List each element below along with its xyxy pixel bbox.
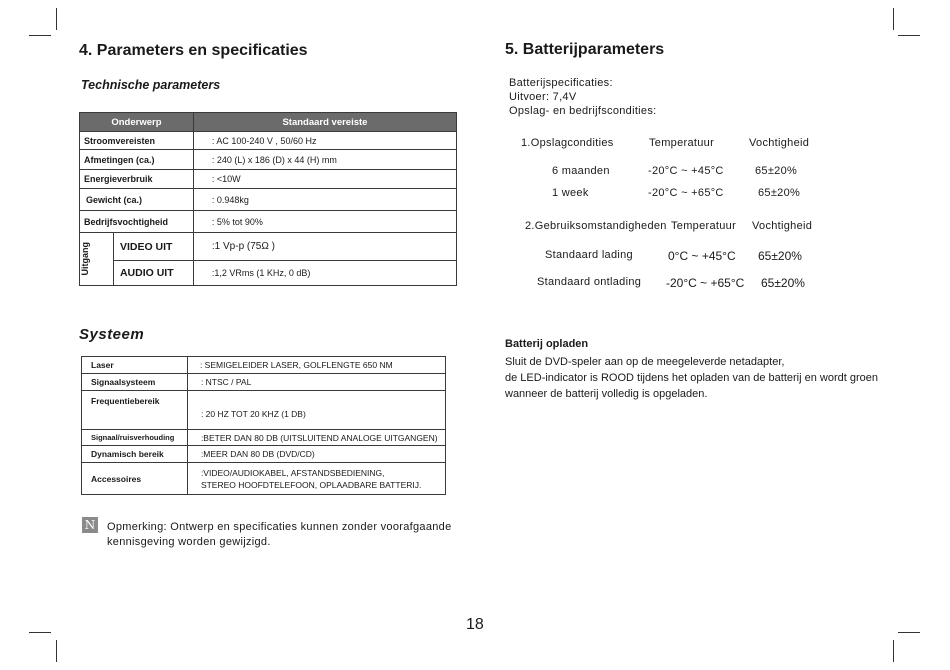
row-label: Afmetingen (ca.): [80, 150, 194, 170]
storage-row-temp: -20°C ~ +65°C: [648, 187, 724, 199]
row-label: Laser: [82, 357, 188, 374]
storage-temp-header: Temperatuur: [649, 137, 715, 149]
usage-row-label: Standaard lading: [545, 249, 633, 261]
crop-mark: [898, 35, 920, 36]
note-icon: N: [82, 517, 98, 533]
row-value: : 0.948kg: [193, 189, 456, 211]
storage-header: 1.Opslagcondities: [521, 137, 614, 149]
header-subject: Onderwerp: [80, 113, 194, 132]
usage-row-hum: 65±20%: [758, 249, 802, 263]
page-number: 18: [466, 616, 484, 633]
storage-row-hum: 65±20%: [758, 187, 801, 199]
note-text: [107, 520, 452, 550]
row-value-line: STEREO HOOFDTELEFOON, OPLAADBARE BATTERIJ.: [200, 479, 422, 490]
storage-row-label: 1 week: [552, 187, 589, 199]
usage-row-temp: -20°C ~ +65°C: [666, 276, 745, 290]
section-title-battery: 5. Batterijparameters: [505, 41, 665, 58]
note-line: Opmerking: Ontwerp en specificaties kunnen zonder voorafgaande: [107, 521, 452, 533]
charging-title: Batterij opladen: [505, 338, 589, 350]
spec-line: Opslag- en bedrijfscondities:: [509, 105, 657, 117]
row-label: VIDEO UIT: [113, 233, 193, 261]
tech-params-table: [79, 112, 457, 286]
row-value-line: :VIDEO/AUDIOKABEL, AFSTANDSBEDIENING,: [200, 467, 385, 478]
spec-line: Batterijspecificaties:: [509, 77, 613, 89]
system-table: [81, 356, 446, 495]
storage-row-hum: 65±20%: [755, 165, 798, 177]
row-value: : <10W: [193, 170, 456, 189]
row-value: :1,2 VRms (1 KHz, 0 dB): [193, 261, 456, 286]
battery-spec-text: [509, 76, 657, 118]
storage-row-label: 6 maanden: [552, 165, 610, 177]
row-label: Energieverbruik: [80, 170, 194, 189]
crop-mark: [893, 8, 894, 30]
row-label: Gewicht (ca.): [80, 189, 194, 211]
row-value: : NTSC / PAL: [187, 374, 445, 391]
row-value: :1 Vp-p (75Ω ): [193, 233, 456, 261]
crop-mark: [56, 8, 57, 30]
row-label: Accessoires: [82, 463, 188, 495]
charging-line: wanneer de batterij volledig is opgeladen.: [505, 388, 708, 400]
usage-row-temp: 0°C ~ +45°C: [668, 249, 736, 263]
crop-mark: [893, 640, 894, 662]
system-title: Systeem: [79, 326, 145, 343]
row-value: :BETER DAN 80 DB (UITSLUITEND ANALOGE UITGANGEN): [187, 430, 445, 446]
row-value: : 20 HZ TOT 20 KHZ (1 DB): [187, 391, 445, 430]
storage-hum-header: Vochtigheid: [749, 137, 810, 149]
row-value: :MEER DAN 80 DB (DVD/CD): [187, 446, 445, 463]
row-value: : AC 100-240 V , 50/60 Hz: [193, 132, 456, 150]
usage-hum-header: Vochtigheid: [752, 220, 813, 232]
usage-row-hum: 65±20%: [761, 276, 805, 290]
charging-line: Sluit de DVD-speler aan op de meegeleverde netadapter,: [505, 356, 785, 368]
spec-line: Uitvoer: 7,4V: [509, 91, 577, 103]
row-label: Signaalsysteem: [82, 374, 188, 391]
note-line: kennisgeving worden gewijzigd.: [107, 536, 271, 548]
row-value: : SEMIGELEIDER LASER, GOLFLENGTE 650 NM: [187, 357, 445, 374]
row-label: Dynamisch bereik: [82, 446, 188, 463]
row-label: AUDIO UIT: [113, 261, 193, 286]
row-value: : 240 (L) x 186 (D) x 44 (H) mm: [193, 150, 456, 170]
storage-row-temp: -20°C ~ +45°C: [648, 165, 724, 177]
crop-mark: [29, 632, 51, 633]
header-standard: Standaard vereiste: [193, 113, 456, 132]
row-label: Signaal/ruisverhouding: [82, 430, 188, 446]
row-label: Bedrijfsvochtigheid: [80, 211, 194, 233]
output-group-label: Uitgang: [80, 242, 90, 276]
crop-mark: [29, 35, 51, 36]
charging-line: de LED-indicator is ROOD tijdens het opladen van de batterij en wordt groen: [505, 372, 878, 384]
usage-temp-header: Temperatuur: [671, 220, 737, 232]
subtitle-tech-params: Technische parameters: [81, 78, 221, 92]
row-value: : 5% tot 90%: [193, 211, 456, 233]
usage-row-label: Standaard ontlading: [537, 276, 642, 288]
row-label: Stroomvereisten: [80, 132, 194, 150]
crop-mark: [898, 632, 920, 633]
usage-header: 2.Gebruiksomstandigheden: [525, 220, 667, 232]
crop-mark: [56, 640, 57, 662]
charging-text: [505, 354, 878, 402]
row-label: Frequentiebereik: [82, 391, 188, 430]
section-title-parameters: 4. Parameters en specificaties: [79, 42, 308, 59]
